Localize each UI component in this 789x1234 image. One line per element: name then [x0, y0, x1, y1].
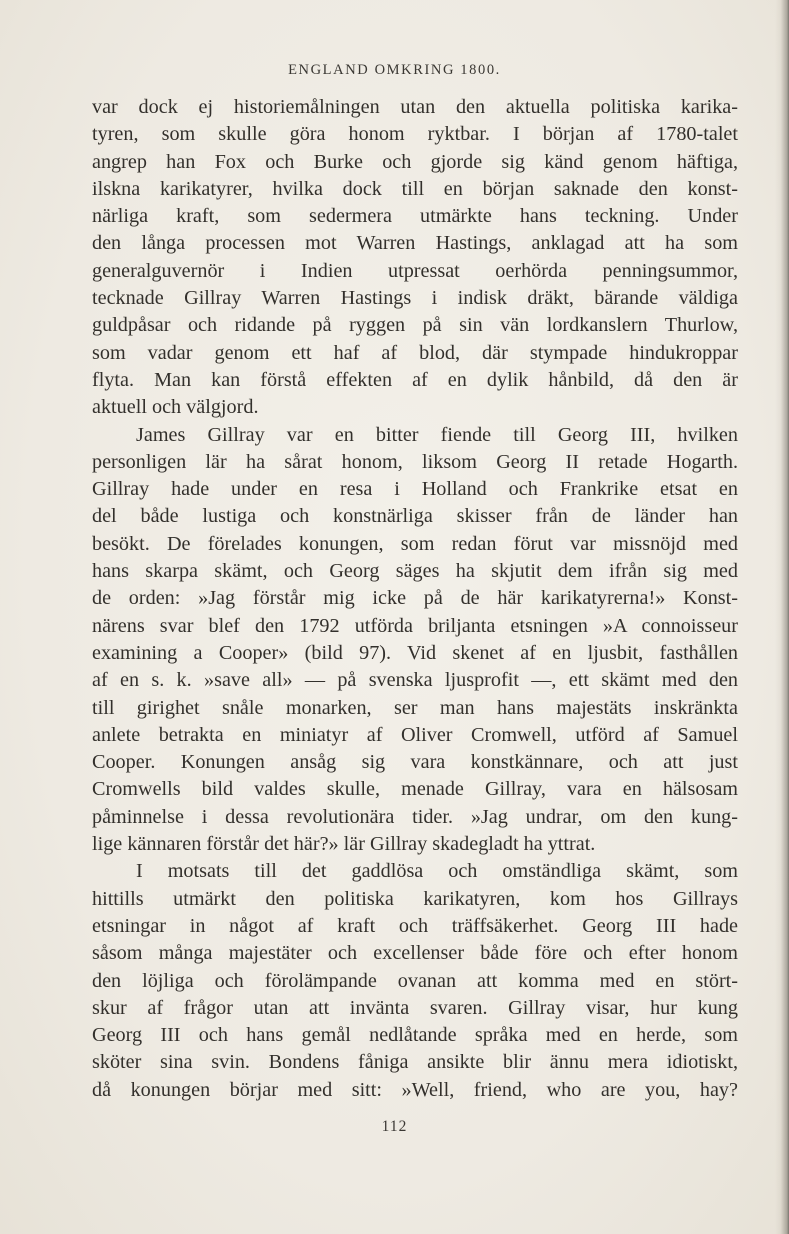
text-line: besökt. De förelades konungen, som redan förut var missnöjd med: [92, 532, 738, 555]
text-line: påminnelse i dessa revolutionära tider. »Jag undrar, om den kung-: [92, 805, 738, 828]
text-line: generalguvernör i Indien utpressat oerhörda penningsummor,: [92, 259, 738, 282]
page-number: 112: [381, 1118, 408, 1135]
text-line: aktuell och välgjord.: [92, 396, 259, 419]
text-line: tyren, som skulle göra honom ryktbar. I början af 1780-talet: [92, 123, 738, 146]
text-line: personligen lär ha sårat honom, liksom Georg II retade Hogarth.: [92, 450, 738, 473]
text-line: Cromwells bild valdes skulle, menade Gillray, vara en hälsosam: [92, 778, 738, 801]
page-edge-shadow: [775, 0, 789, 1234]
text-line: närliga kraft, som sedermera utmärkte hans teckning. Under: [92, 205, 738, 228]
text-line: examining a Cooper» (bild 97). Vid skenet af en ljusbit, fasthållen: [92, 641, 738, 664]
text-line: den långa processen mot Warren Hastings, anklagad att ha som: [92, 232, 738, 255]
text-line: den löjliga och förolämpande ovanan att komma med en stört-: [92, 969, 738, 992]
text-line: tecknade Gillray Warren Hastings i indisk dräkt, bärande väldiga: [92, 287, 738, 310]
text-line: de orden: »Jag förstår mig icke på de här karikatyrerna!» Konst-: [92, 587, 738, 610]
text-line: James Gillray var en bitter fiende till Georg III, hvilken: [136, 423, 738, 446]
text-line: såsom många majestäter och excellenser både före och efter honom: [92, 942, 738, 965]
text-line: till girighet snåle monarken, ser man hans majestäts inskränkta: [92, 696, 738, 719]
text-line: I motsats till det gaddlösa och omständliga skämt, som: [136, 860, 738, 883]
text-line: skur af frågor utan att invänta svaren. Gillray visar, hur kung: [92, 996, 738, 1019]
text-line: Georg III och hans gemål nedlåtande språka med en herde, som: [92, 1024, 738, 1047]
text-line: då konungen börjar med sitt: »Well, friend, who are you, hay?: [92, 1078, 738, 1101]
text-line: guldpåsar och ridande på ryggen på sin vän lordkanslern Thurlow,: [92, 314, 738, 337]
text-line: sköter sina svin. Bondens fåniga ansikte blir ännu mera idiotiskt,: [92, 1051, 738, 1074]
body-text: [92, 94, 738, 1104]
text-line: Cooper. Konungen ansåg sig vara konstkännare, och att just: [92, 751, 738, 774]
running-head: ENGLAND OMKRING 1800.: [288, 62, 501, 78]
text-line: af en s. k. »save all» — på svenska ljusprofit —, ett skämt med den: [92, 669, 738, 692]
text-line: närens svar blef den 1792 utförda briljanta etsningen »A connoisseur: [92, 614, 738, 637]
text-line: ilskna karikatyrer, hvilka dock till en början saknade den konst-: [92, 177, 738, 200]
text-line: flyta. Man kan förstå effekten af en dylik hånbild, då den är: [92, 368, 738, 391]
text-line: var dock ej historiemålningen utan den aktuella politiska karika-: [92, 96, 738, 118]
text-line: hans skarpa skämt, och Georg säges ha skjutit dem ifrån sig med: [92, 560, 738, 583]
text-line: hittills utmärkt den politiska karikatyren, kom hos Gillrays: [92, 887, 738, 910]
text-line: angrep han Fox och Burke och gjorde sig känd genom häftiga,: [92, 150, 738, 173]
text-line: del både lustiga och konstnärliga skisser från de länder han: [92, 505, 738, 528]
text-line: lige kännaren förstår det här?» lär Gillray skadegladt ha yttrat.: [92, 833, 596, 856]
text-line: som vadar genom ett haf af blod, där stympade hindukroppar: [92, 341, 738, 364]
text-line: Gillray hade under en resa i Holland och Frankrike etsat en: [92, 478, 738, 501]
text-line: etsningar in något af kraft och träffsäkerhet. Georg III hade: [92, 914, 738, 937]
text-line: anlete betrakta en miniatyr af Oliver Cromwell, utförd af Samuel: [92, 723, 738, 746]
